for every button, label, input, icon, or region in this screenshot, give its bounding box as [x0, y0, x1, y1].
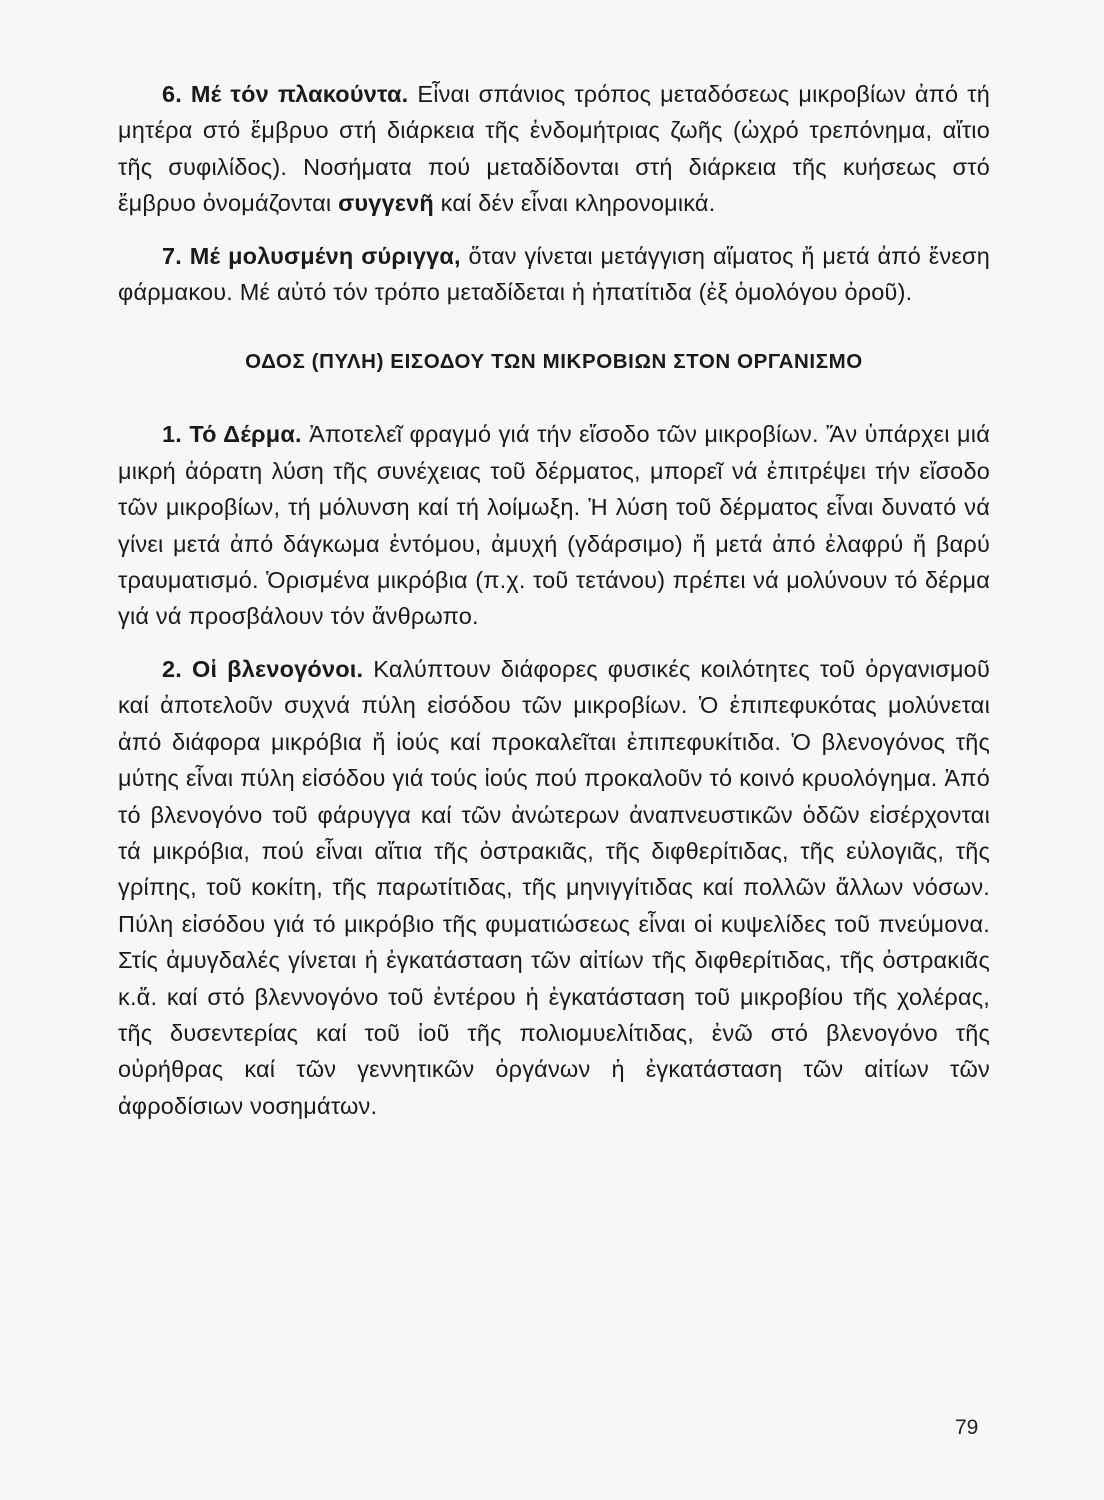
page-body	[118, 76, 990, 1124]
paragraph-syringe	[118, 238, 990, 311]
paragraph-text: Καλύπτουν διάφορες φυσικές κοιλότητες τοῦ ὀργανισμοῦ καί ἀποτελοῦν συχνά πύλη εἰσόδου τῶν μικροβίων. Ὁ ἐπιπεφυκότας μολύνεται ἀπό διάφορα μικρόβια ἤ ἰούς καί προκαλεῖται ἐπιπεφυκίτιδα. Ὁ βλενογόνος τῆς μύτης εἶναι πύλη εἰσόδου γιά τούς ἰούς πού προκαλοῦν τό κοινό κρυολόγημα. Ἀπό τό βλενογόνο τοῦ φάρυγγα καί τῶν ἀνώτερων ἀναπνευστικῶν ὁδῶν εἰσέρχονται τά μικρόβια, πού εἶναι αἴτια τῆς ὀστρακιᾶς, τῆς διφθερίτιδας, τῆς εὐλογιᾶς, τῆς γρίπης, τοῦ κοκίτη, τῆς παρωτίτιδας, τῆς μηνιγγίτιδας καί πολλῶν ἄλλων νόσων. Πύλη εἰσόδου γιά τό μικρόβιο τῆς φυματιώσεως εἶναι οἱ κυψελίδες τοῦ πνεύμονα. Στίς ἀμυγδαλές γίνεται ἡ ἐγκατάσταση τῶν αἰτίων τῆς διφθερίτιδας, τῆς ὀστρακιᾶς κ.ἄ. καί στό βλεννογόνο τοῦ ἐντέρου ἡ ἐγκατάσταση τοῦ μικροβίου τῆς χολέρας, τῆς δυσεντερίας καί τοῦ ἰοῦ τῆς πολιομυελίτιδας, ἐνῶ στό βλενογόνο τῆς οὐρήθρας καί τῶν γεννητικῶν ὀργάνων ἡ ἐγκατάσταση τῶν αἰτίων τῶν ἀφροδίσιων νοσημάτων.	[118, 655, 990, 1119]
paragraph-text: Ἀποτελεῖ φραγμό γιά τήν εἴσοδο τῶν μικροβίων. Ἄν ὑπάρχει μιά μικρή ἀόρατη λύση τῆς συνέχειας τοῦ δέρματος, μπορεῖ νά ἐπιτρέψει τήν εἴσοδο τῶν μικροβίων, τή μόλυνση καί τή λοίμωξη. Ἡ λύση τοῦ δέρματος εἶναι δυνατό νά γίνει μετά ἀπό δάγκωμα ἐντόμου, ἀμυχή (γδάρσιμο) ἤ μετά ἀπό ἐλαφρύ ἤ βαρύ τραυματισμό. Ὁρισμένα μικρόβια (π.χ. τοῦ τετάνου) πρέπει νά μολύνουν τό δέρμα γιά νά προσβάλουν τόν ἄνθρωπο.	[118, 421, 991, 630]
paragraph-lead: 1. Τό Δέρμα.	[162, 421, 302, 448]
paragraph-skin	[118, 416, 990, 634]
paragraph-text: Εἶναι σπάνιος τρόπος μεταδόσεως μικροβίων ἀπό τή μητέρα στό ἔμβρυο στή διάρκεια τῆς ἐνδομήτριας ζωῆς (ὠχρό τρεπόνημα, αἴτιο τῆς συφιλίδος). Νοσήματα πού μεταδίδονται στή διάρκεια τῆς κυήσεως στό ἔμβρυο ὀνομάζονται	[118, 81, 990, 217]
paragraph-tail: καί δέν εἶναι κληρονομικά.	[433, 190, 716, 217]
paragraph-lead: 2. Οἱ βλενογόνοι.	[162, 655, 364, 682]
paragraph-lead: 6. Μέ τόν πλακούντα.	[162, 81, 409, 107]
paragraph-lead: 7. Μέ μολυσμένη σύριγγα,	[162, 242, 461, 269]
paragraph-mucosa	[118, 651, 990, 1124]
section-heading: ΟΔΟΣ (ΠΥΛΗ) ΕΙΣΟΔΟΥ ΤΩΝ ΜΙΚΡΟΒΙΩΝ ΣΤΟΝ ΟΡΓΑΝΙΣΜΟ	[245, 350, 863, 374]
paragraph-placenta	[118, 76, 990, 222]
page-number: 79	[955, 1416, 979, 1439]
paragraph-emphasis: συγγενῆ	[338, 190, 434, 217]
paragraph-text: ὅταν γίνεται μετάγγιση αἵματος ἤ μετά ἀπό ἔνεση φάρμακου. Μέ αὐτό τόν τρόπο μεταδίδεται ἡ ἡπατίτιδα (ἐξ ὁμολόγου ὀροῦ).	[118, 242, 990, 306]
